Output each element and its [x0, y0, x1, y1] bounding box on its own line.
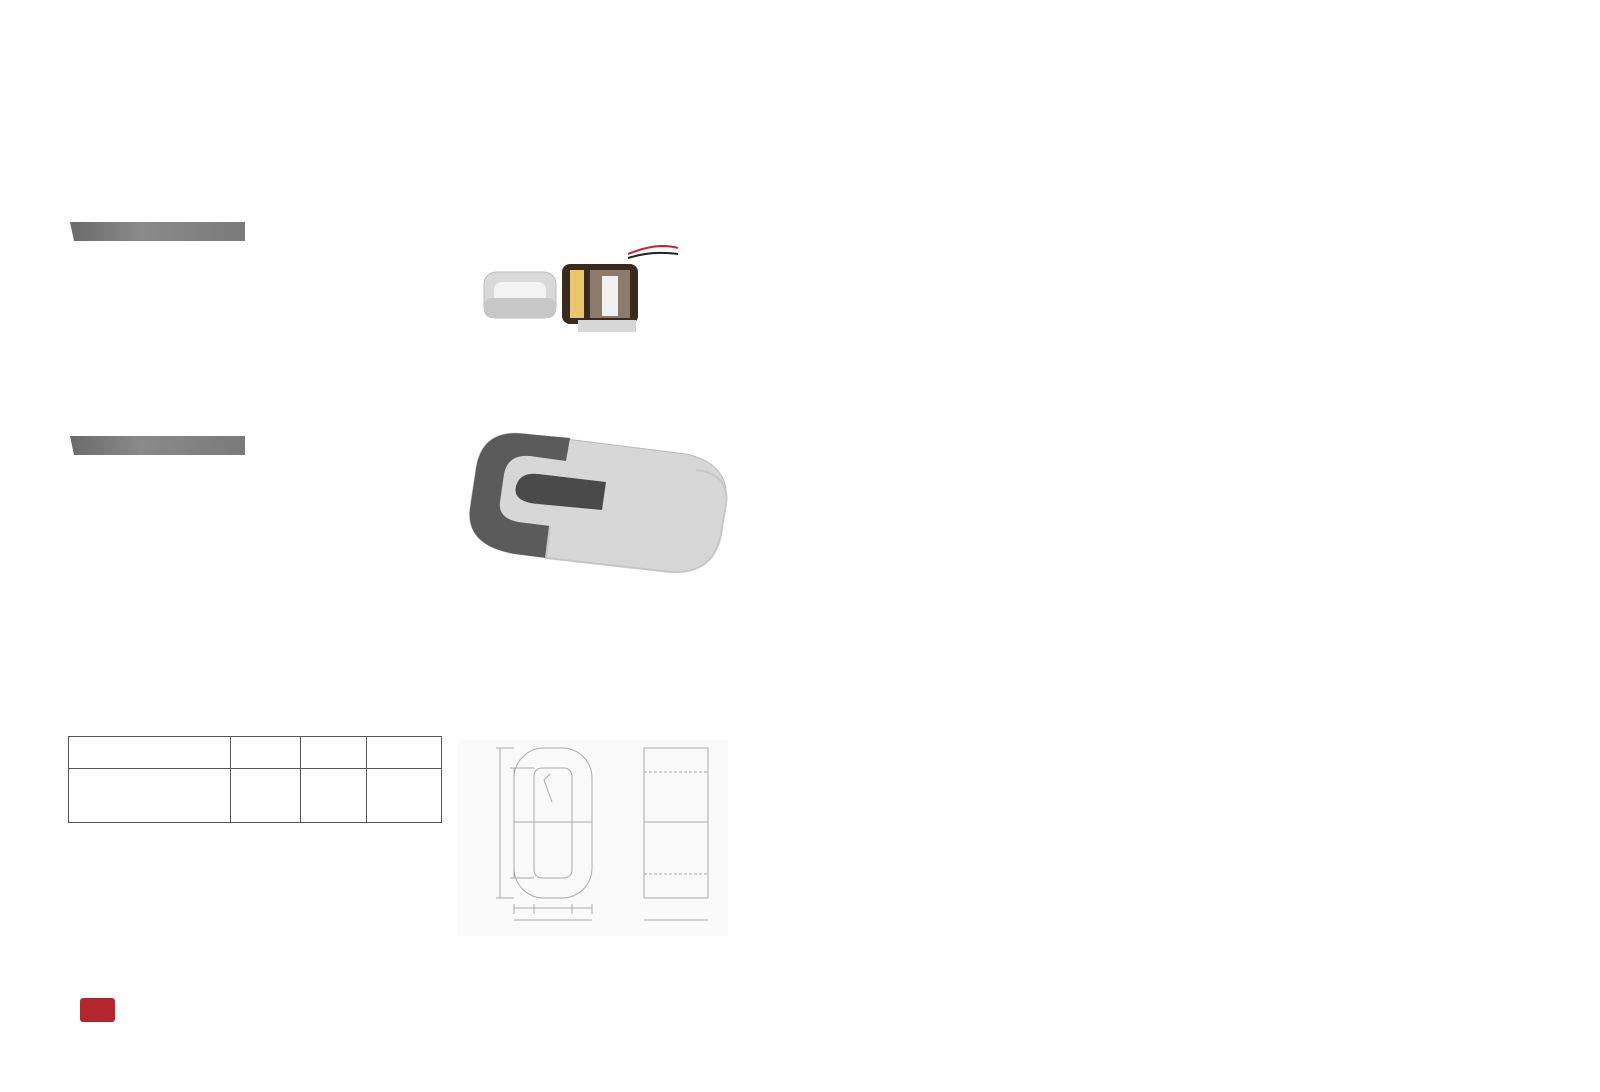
- pn-serial-meaning: [367, 769, 442, 823]
- pn-header-serial: [367, 737, 442, 769]
- product-photo-cores: [478, 236, 738, 346]
- pn-desc-label: [69, 769, 231, 823]
- features-heading: [70, 436, 245, 455]
- pn-description-table: [68, 736, 442, 823]
- pn-header-ca: [231, 737, 301, 769]
- pn-header-label: [69, 737, 231, 769]
- pn-cc-meaning: [301, 769, 367, 823]
- product-photo-c-core: [446, 414, 736, 584]
- pn-ca-meaning: [231, 769, 301, 823]
- application-heading: [70, 222, 245, 241]
- dimension-drawing: [458, 740, 728, 936]
- pn-header-cc: [301, 737, 367, 769]
- page-number: [80, 998, 115, 1022]
